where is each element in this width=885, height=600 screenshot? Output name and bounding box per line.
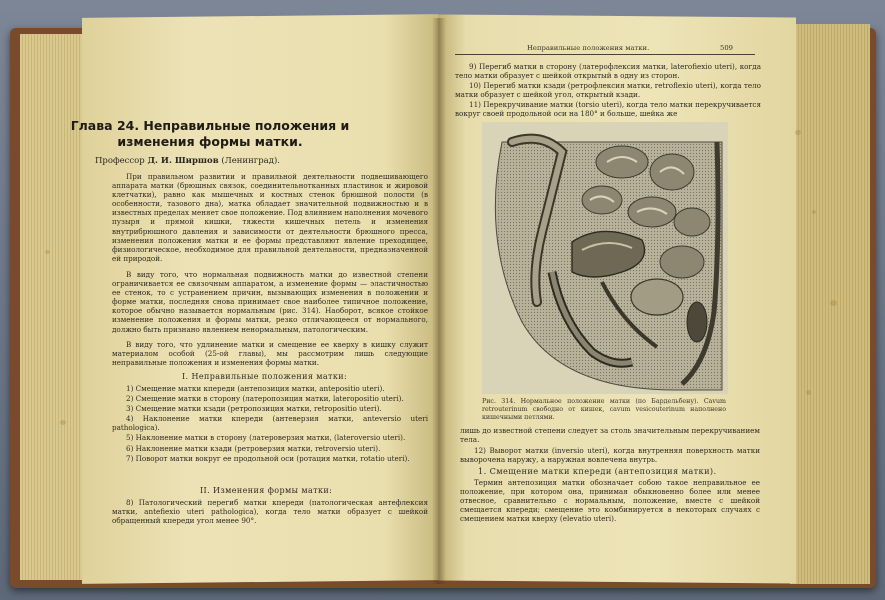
page-edges-left	[20, 34, 90, 580]
list-item: 4) Наклонение матки кпереди (антеверзия матки, anteversio uteri pathologica).	[112, 414, 428, 433]
anatomical-figure	[482, 122, 728, 394]
chapter-title: Глава 24. Неправильные положения и изменения формы матки.	[70, 118, 350, 149]
foxing-spot	[45, 250, 50, 254]
list-item: 3) Смещение матки кзади (ретропозиция матки, retropositio uteri).	[126, 404, 382, 414]
list-item: 10) Перегиб матки кзади (ретрофлексия матки, retroflexio uteri), когда тело матки образует с шейкой угол, открытый кзади.	[455, 81, 761, 100]
author-line	[95, 156, 345, 166]
list-item: 9) Перегиб матки в сторону (латерофлексия матки, laterofiexio uteri), когда тело матки образует с шейкой открытый в одну из сторон.	[455, 62, 761, 81]
list-item: 11) Перекручивание матки (torsio uteri), когда тело матки перекручивается вокруг своей продольной оси на 180° и больше, шейка же	[455, 100, 761, 119]
list-item: 7) Поворот матки вокруг ее продольной оси (ротация матки, rotatio uteri).	[126, 453, 410, 463]
paragraph-normal-position: В виду того, что нормальная подвижность матки до известной степени ограничивается ее связочным аппаратом, а изменение формы — эластичностью ее стенок, то с устранением причин, вызывающих изменения в положении и форме матки, последняя снова принимает свое наиболее типичное положение, которое обычно называется нормальным (рис. 314). Наоборот, всякое стойкое изменение положения и формы матки, резко отличающееся от нормального, должно быть признано явлением ненормальным, патологическим.	[112, 270, 428, 334]
author-prefix: Профессор	[95, 156, 145, 166]
running-head	[455, 42, 755, 55]
positions-list	[112, 384, 428, 464]
section-heading-shape: II. Изменения формы матки:	[200, 486, 333, 495]
section-heading-anteposition: 1. Смещение матки кпереди (антепозиция матки).	[478, 466, 717, 476]
page-number: 509	[720, 44, 733, 52]
foxing-spot	[795, 130, 801, 135]
figure-caption: Рис. 314. Нормальное положение матки (по Бардельбену). Cavum retrouterinum свободно от кишек, cavum vesicouterinum наполнено кишечными петлями.	[482, 398, 726, 421]
section-heading-positions: I. Неправильные положения матки:	[182, 372, 348, 381]
paragraph-anteposition: Термин антепозиция матки обозначает собою такое неправильное ее положение, при котором она, принимая обыкновенно более или менее отвесное, сравнительно с нормальным, положение, вместе с шейкой смещается кпереди; смещение это комбинируется в некоторых случаях с смещением матки кверху (elevatio uteri).	[460, 478, 760, 524]
list-item: 5) Наклонение матки в сторону (латероверзия матки, (lateroversio uteri).	[126, 433, 406, 443]
paragraph-intro: При правильном развитии и правильной деятельности подвешивающего аппарата матки (брюшных связок, соединительнотканных пластинок и жировой клетчатки), равно как мышечных и костных стенок брюшной полости (в особенности, тазового дна), матка обладает значительной подвижностью и в известных пределах меняет свое положение. Под влиянием наполнения мочевого пузыря и прямой кишки, тяжести кишечных петель и изменения внутрибрюшного давления и зависимости от деятельности брюшного пресса, изменения положения матки и ее формы представляют явление преходящее, физиологическое, необходимое для правильной деятельности, предназначенной ей природой.	[112, 172, 428, 263]
foxing-spot	[806, 390, 811, 395]
paragraph-scope: В виду того, что удлинение матки и смещение ее кверху в кишку служит материалом особой (25-ой главы), мы рассмотрим лишь следующие неправильные положения и изменения формы матки.	[112, 340, 428, 368]
list-item: 6) Наклонение матки кзади (ретроверзия матки, retroversio uteri).	[126, 443, 381, 453]
list-item: 1) Смещение матки кпереди (антепозиция матки, antepositio uteri).	[126, 384, 385, 393]
foxing-spot	[60, 420, 66, 425]
author-name: Д. И. Ширшов	[147, 156, 219, 166]
list-item-8: 8) Патологический перегиб матки кпереди (патологическая антефлексия матки, antefiexio uteri pathologica), когда тело матки образует с шейкой обращенный кпереди угол менее 90°.	[112, 498, 428, 526]
foxing-spot	[830, 300, 837, 306]
top-items	[455, 62, 761, 119]
running-title: Неправильные положения матки.	[527, 44, 650, 52]
book-gutter	[432, 18, 446, 584]
author-city: (Ленинград).	[221, 156, 280, 166]
foxing-spot	[812, 210, 816, 214]
list-item-12: 12) Выворот матки (inversio uteri), когда внутренняя поверхность матки выворочена наружу, а наружная вовлечена внутрь.	[460, 446, 760, 465]
paragraph-after-figure: лишь до известной степени следует за столь значительным перекручиванием тела.	[460, 426, 760, 445]
list-item: 2) Смещение матки в сторону (латеропозиция матки, lateropositio uteri).	[126, 394, 404, 404]
